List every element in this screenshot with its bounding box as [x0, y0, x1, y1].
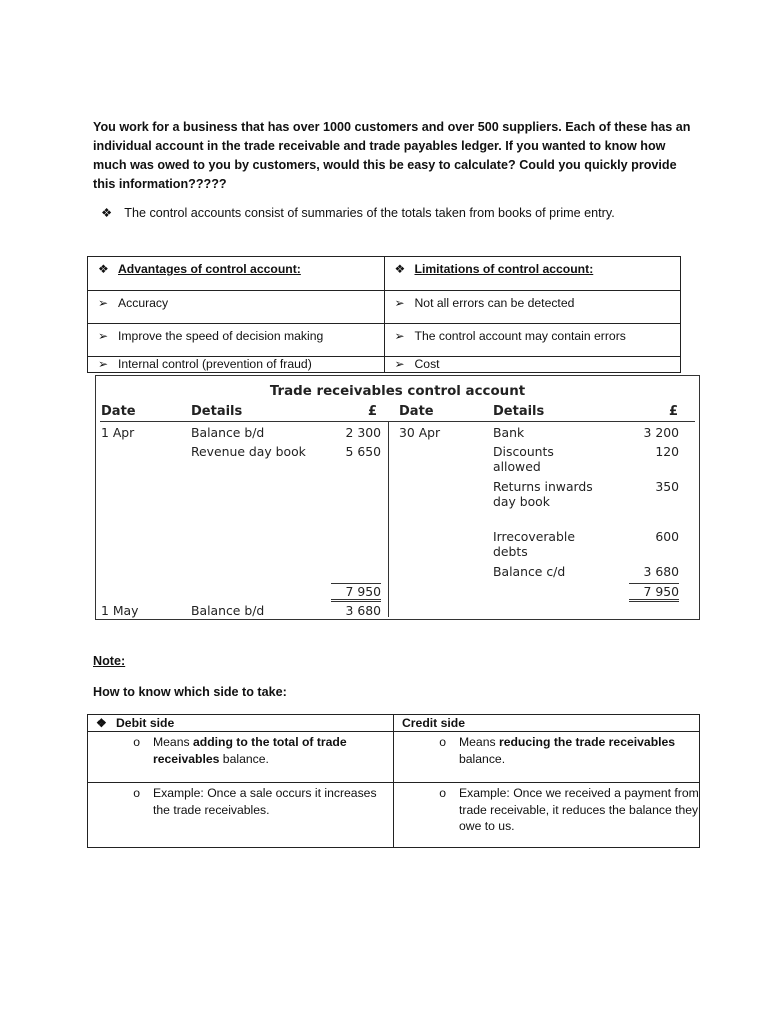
- ledger-details: Balance b/d: [191, 603, 265, 618]
- limitations-header: Limitations of control account:: [414, 262, 594, 276]
- ledger-details: Balance b/d: [191, 425, 265, 440]
- limitation-item: [384, 357, 681, 373]
- debit-example: Example: Once a sale occurs it increases the trade receivables.: [153, 786, 377, 817]
- circle-bullet-icon: o: [133, 786, 140, 800]
- diamond-bullet-icon: ❖: [394, 262, 406, 276]
- advantage-text: Internal control (prevention of fraud): [118, 357, 312, 371]
- ledger-date: 1 May: [101, 603, 139, 618]
- debit-header: Debit side: [116, 716, 175, 730]
- limitation-item: [384, 324, 681, 357]
- debit-meaning-cell: [88, 732, 394, 783]
- ledger-details: Bank: [493, 425, 525, 440]
- limitation-item: [384, 291, 681, 324]
- howto-heading: How to know which side to take:: [93, 685, 287, 699]
- arrow-bullet-icon: ➢: [394, 296, 405, 310]
- credit-meaning: Means reducing the trade receivables balance.: [459, 735, 676, 766]
- ledger-centre-rule: [388, 421, 389, 617]
- ledger-details: Irrecoverable debts: [493, 529, 575, 559]
- control-accounts-bullet: [101, 205, 615, 220]
- circle-bullet-icon: o: [439, 786, 446, 800]
- ledger-details: Returns inwards day book: [493, 479, 593, 509]
- credit-date-header: Date: [399, 404, 434, 419]
- debit-total: 7 950: [331, 583, 381, 602]
- advantages-header-cell: [88, 257, 385, 291]
- ledger-header-rule: [100, 421, 695, 422]
- credit-header-cell: [394, 715, 700, 732]
- circle-bullet-icon: o: [133, 735, 140, 749]
- debit-meaning: Means adding to the total of trade receivables balance.: [153, 735, 347, 766]
- ledger-amount: 3 680: [345, 603, 381, 618]
- advantages-limitations-table: [87, 256, 681, 373]
- ledger-details: Discounts allowed: [493, 444, 554, 474]
- ledger-amount: 350: [655, 479, 679, 494]
- diamond-bullet-icon: ❖: [96, 716, 107, 730]
- credit-example: Example: Once we received a payment from trade receivable, it reduces the balance they owe to us.: [459, 786, 699, 833]
- arrow-bullet-icon: ➢: [394, 329, 405, 343]
- trade-receivables-ledger: [95, 375, 700, 620]
- ledger-amount: 2 300: [345, 425, 381, 440]
- debit-details-header: Details: [191, 404, 243, 419]
- diamond-bullet-icon: ❖: [101, 206, 113, 220]
- ledger-details: Revenue day book: [191, 444, 306, 459]
- diamond-bullet-icon: ❖: [98, 262, 109, 276]
- debit-credit-table: [87, 714, 700, 848]
- credit-meaning-cell: [394, 732, 700, 783]
- credit-total: 7 950: [629, 583, 679, 602]
- arrow-bullet-icon: ➢: [98, 296, 109, 310]
- advantages-header: Advantages of control account:: [118, 262, 301, 276]
- credit-header: Credit side: [402, 716, 465, 730]
- advantage-text: Accuracy: [118, 296, 169, 310]
- limitation-text: The control account may contain errors: [414, 329, 626, 343]
- ledger-amount: 5 650: [345, 444, 381, 459]
- note-label: Note:: [93, 654, 126, 668]
- circle-bullet-icon: o: [439, 735, 446, 749]
- advantage-item: [88, 324, 385, 357]
- ledger-amount: 600: [655, 529, 679, 544]
- ledger-amount: 3 680: [643, 564, 679, 579]
- advantage-text: Improve the speed of decision making: [118, 329, 324, 343]
- advantage-item: [88, 291, 385, 324]
- ledger-title: Trade receivables control account: [269, 384, 526, 399]
- ledger-details: Balance c/d: [493, 564, 566, 579]
- arrow-bullet-icon: ➢: [98, 357, 109, 371]
- limitations-header-cell: [384, 257, 681, 291]
- credit-pound-header: £: [669, 404, 679, 419]
- debit-header-cell: [88, 715, 394, 732]
- ledger-amount: 3 200: [643, 425, 679, 440]
- advantage-item: [88, 357, 385, 373]
- credit-details-header: Details: [493, 404, 545, 419]
- intro-paragraph: You work for a business that has over 1000 customers and over 500 suppliers. Each of these has an individual account in the trade receivable and trade payables ledger. If you wanted to know how much was owed to you by customers, would this be easy to calculate? Could you quickly provide this information?????: [93, 120, 691, 191]
- ledger-date: 1 Apr: [101, 425, 135, 440]
- bullet-text: The control accounts consist of summaries of the totals taken from books of prime entry.: [124, 206, 615, 220]
- limitation-text: Not all errors can be detected: [414, 296, 575, 310]
- arrow-bullet-icon: ➢: [394, 357, 405, 371]
- debit-date-header: Date: [101, 404, 136, 419]
- arrow-bullet-icon: ➢: [98, 329, 109, 343]
- limitation-text: Cost: [414, 357, 440, 371]
- debit-pound-header: £: [368, 404, 378, 419]
- ledger-amount: 120: [655, 444, 679, 459]
- debit-example-cell: [88, 783, 394, 848]
- ledger-date: 30 Apr: [399, 425, 441, 440]
- credit-example-cell: [394, 783, 700, 848]
